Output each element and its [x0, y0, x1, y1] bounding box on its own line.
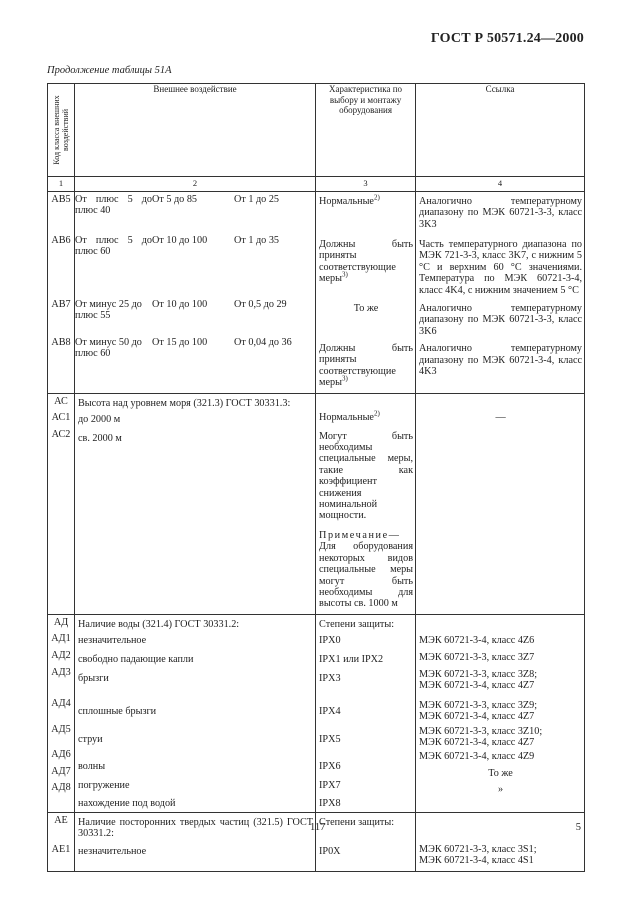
reference-cell: Аналогично температурному диапазону по МЭК 60721-3-3, класс 3K6	[419, 303, 583, 337]
abs-humidity-range: От 1 до 25	[234, 194, 280, 205]
temperature-range: От минус 50 до плюс 60	[75, 337, 142, 360]
protection-degree: IPX1 или IPX2	[319, 653, 384, 665]
col-number: 3	[316, 177, 416, 192]
code-cell: АД6	[51, 748, 71, 760]
characteristic-cell: Должны быть приняты соответствующие меры$^{3)}$	[319, 343, 414, 389]
humidity-range: От 15 до 100	[152, 337, 208, 348]
group-title: Наличие воды (321.4) ГОСТ 30331.2:	[78, 618, 240, 630]
sheet-number: 5	[575, 822, 581, 833]
temperature-range: От плюс 5 до плюс 40	[75, 194, 152, 217]
item-text: струи	[78, 733, 103, 745]
code-cell: АД7	[51, 765, 71, 777]
group-title: Наличие посторонних твердых частиц (321.5) ГОСТ 30331.2:	[78, 816, 314, 840]
code-cell: АС2	[51, 428, 71, 440]
protection-degree: IPX5	[319, 733, 341, 745]
code-cell: АД3	[51, 666, 71, 678]
reference-cell: МЭК 60721-3-3, класс 3Z10; МЭК 60721-3-4, класс 4Z7	[419, 725, 543, 749]
group-title: Высота над уровнем моря (321.3) ГОСТ 30331.3:	[78, 397, 291, 409]
temperature-range: От минус 25 до плюс 55	[75, 299, 142, 322]
note-text: — Для оборудования некоторых видов специальные меры могут быть необходимы для высоты св. 1000 м	[319, 529, 414, 610]
protection-degree: IP0X	[319, 845, 341, 857]
item-text: брызги	[78, 672, 109, 684]
protection-degree: IPX4	[319, 705, 341, 717]
code-cell: АД1	[51, 632, 71, 644]
col-number: 4	[416, 177, 585, 192]
column-number-row	[48, 177, 585, 192]
characteristic-cell: Должны быть приняты соответствующие меры$^{3)}$	[319, 239, 414, 285]
col-number: 1	[48, 177, 75, 192]
abs-humidity-range: От 0,5 до 29	[234, 299, 287, 310]
ac-block	[48, 393, 585, 614]
reference-cell: МЭК 60721-3-3, класс 3S1;	[419, 843, 537, 855]
protection-degree: IPX8	[319, 797, 341, 809]
reference-cell: МЭК 60721-3-3, класс 3Z7	[419, 651, 535, 663]
code-cell: АС1	[51, 411, 71, 423]
characteristic-cell: То же	[353, 303, 379, 314]
humidity-range: От 10 до 100	[152, 299, 208, 310]
reference-cell: »	[497, 783, 504, 795]
characteristic-cell: Нормальные$^{2)}$	[319, 193, 380, 207]
code-cell: AB5	[51, 194, 71, 205]
reference-cell: МЭК 60721-3-4, класс 4S1	[419, 855, 534, 867]
note-cell	[316, 528, 415, 610]
item-text: погружение	[78, 779, 130, 791]
note-label: Примечание	[319, 529, 389, 541]
table-continuation-caption: Продолжение таблицы 51А	[47, 65, 172, 76]
reference-cell: Часть температурного диапазона по МЭК 721-3-3, класс 3K7, с нижним 5 °С и верхним 60 °С значениями. Температура по МЭК 60721-3-4, класс 4K4, с нижним значением 5 °С	[419, 239, 583, 296]
ab-block	[48, 192, 585, 394]
characteristic-cell: Нормальные$^{2)}$	[319, 409, 380, 423]
humidity-range: От 5 до 85	[152, 194, 198, 205]
humidity-range: От 10 до 100	[152, 235, 208, 246]
reference-cell: МЭК 60721-3-4, класс 4Z9	[419, 750, 535, 762]
reference-cell: Аналогично температурному диапазону по МЭК 60721-3-3, класс 3K3	[419, 196, 583, 230]
header-influence: Внешнее воздействие	[75, 84, 316, 177]
code-cell: АД4	[51, 697, 71, 709]
page-number: 117	[310, 822, 326, 833]
item-text: до 2000 м	[78, 413, 121, 425]
code-cell: АС	[54, 395, 68, 407]
item-text: незначительное	[78, 634, 147, 646]
header-code: Код класса внешних воздействий	[48, 84, 75, 177]
reference-cell: То же	[488, 767, 513, 779]
code-cell: АД2	[51, 649, 71, 661]
protection-degree: IPX6	[319, 760, 341, 772]
code-cell: АЕ1	[51, 843, 71, 855]
ad-block	[48, 614, 585, 812]
header-reference: Ссылка	[416, 84, 585, 177]
code-cell: АД5	[51, 723, 71, 735]
protection-degree: IPX3	[319, 672, 341, 684]
temperature-range: От плюс 5 до плюс 60	[75, 235, 152, 258]
reference-cell: МЭК 60721-3-3, класс 3Z8; МЭК 60721-3-4, класс 4Z7	[419, 668, 538, 692]
code-cell: AB7	[51, 299, 71, 310]
reference-cell: МЭК 60721-3-3, класс 3Z9; МЭК 60721-3-4, класс 4Z7	[419, 699, 538, 723]
protection-degree: IPX0	[319, 634, 341, 646]
item-text: св. 2000 м	[78, 432, 122, 444]
abs-humidity-range: От 0,04 до 36	[234, 337, 292, 348]
reference-cell: Аналогично температурному диапазону по МЭК 60721-3-4, класс 4K3	[419, 343, 583, 378]
item-text: нахождение под водой	[78, 797, 176, 809]
code-cell: AB6	[51, 235, 71, 246]
protection-degree: IPX7	[319, 779, 341, 791]
item-text: волны	[78, 760, 106, 772]
characteristic-cell: Степени защиты:	[319, 618, 395, 630]
col-number: 2	[75, 177, 316, 192]
code-cell: AB8	[51, 337, 71, 348]
item-text: сплошные брызги	[78, 705, 157, 717]
reference-cell: МЭК 60721-3-4, класс 4Z6	[419, 634, 535, 646]
code-cell: АЕ	[54, 814, 68, 826]
code-cell: АД8	[51, 781, 71, 793]
header-characteristic: Характеристика по выбору и монтажу оборудования	[316, 84, 416, 177]
characteristic-cell: Степени защиты:	[319, 816, 395, 828]
characteristic-cell: Могут быть необходимы специальные меры, такие как коэффициент снижения номинальной мощности.	[319, 430, 414, 522]
reference-cell: —	[495, 411, 506, 423]
table-51a	[47, 83, 585, 872]
item-text: свободно падающие капли	[78, 653, 194, 665]
item-text: незначительное	[78, 845, 147, 857]
code-cell: АД	[53, 616, 69, 628]
abs-humidity-range: От 1 до 35	[234, 235, 280, 246]
document-header: ГОСТ Р 50571.24—2000	[430, 31, 584, 46]
table-header-row	[48, 84, 585, 177]
